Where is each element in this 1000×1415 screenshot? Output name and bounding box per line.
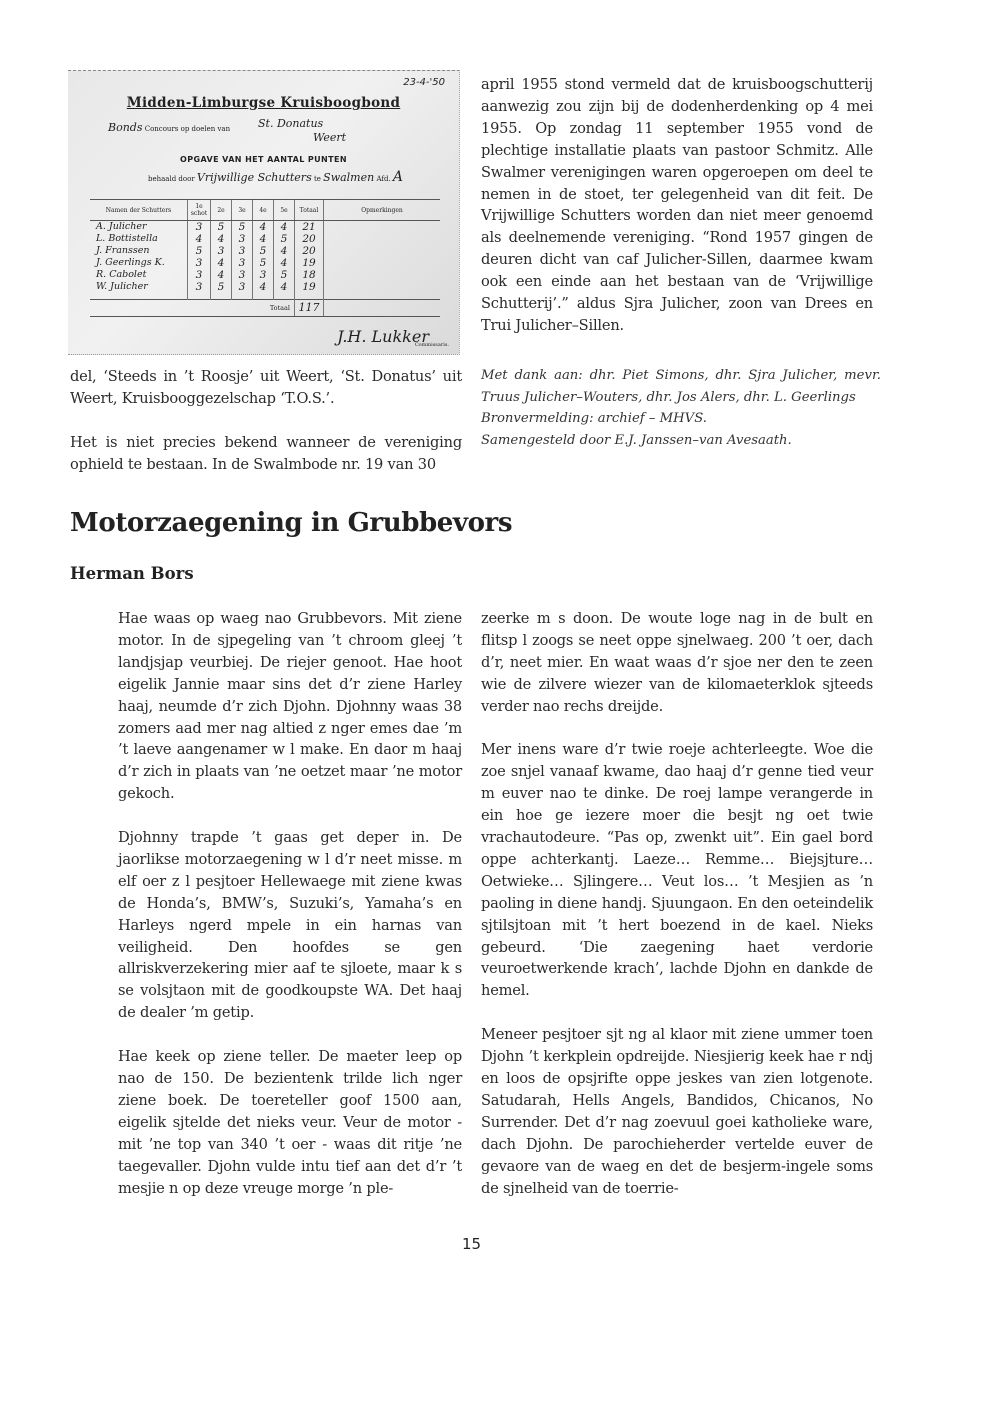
paragraph: april 1955 stond vermeld dat de kruisboogschutterij aanwezig zou zijn bij de dodenherdenking op 4 mei 1955. Op zondag 11 september 1955 vond de plechtige installatie plaats van pastoor Schmitz. Alle Swalmer verenigingen waren opgeroepen om deel te nemen in de stoet, ter gelegenheid van dit feit. De Vrijwillige Schutters worden dan niet meer genoemd als deelnemende vereniging. “Rond 1957 gingen de deuren dicht van caf Julicher-Sillen, daarmee kwam ook een einde aan het bestaan van de ‘Vrijwillige Schutterij’.” aldus Sjra Julicher, zoon van Drees en Trui Julicher–Sillen. <box>481 76 873 334</box>
header-cell: Totaal <box>295 200 324 221</box>
score-cell: 3 <box>232 245 253 257</box>
score-cell: 4 <box>274 281 295 300</box>
header-cell: 5e <box>274 200 295 221</box>
score-cell: 4 <box>253 221 274 234</box>
score-cell: 5 <box>253 245 274 257</box>
score-cell: 5 <box>274 269 295 281</box>
score-cell: 4 <box>188 233 211 245</box>
paragraph: del, ‘Steeds in ’t Roosje’ uit Weert, ‘St. Donatus’ uit Weert, Kruisbooggezelschap ‘T.O.S.’. <box>70 368 462 407</box>
grand-total: 117 <box>295 300 324 317</box>
score-cell: 5 <box>211 281 232 300</box>
form-concours-line <box>108 121 230 134</box>
score-row <box>90 281 440 300</box>
row-total: 21 <box>295 221 324 234</box>
credit-line: Met dank aan: dhr. Piet Simons, dhr. Sjra Julicher, mevr. Truus Julicher–Wouters, dhr. Jos Alers, dhr. L. Geerlings <box>481 368 881 405</box>
score-cell: 4 <box>211 233 232 245</box>
score-row <box>90 221 440 234</box>
paragraph: Hae waas op waeg nao Grubbevors. Mit ziene motor. In de sjpegeling van ’t chroom gleej ’t landjsjap veurbiej. De riejer genoot. Hae hoot eigelik Jannie maar sins det d’r ziene Harley haaj, neumde d’r zich Djohn. Djohnny waas 38 zomers aad mer nag altied z nger emes dae ’m ’t laeve aangenamer w l make. En daor m haaj d’r zich in plaats van ’ne oetzet maar ’ne motor gekoch. <box>118 610 462 803</box>
article-title: Motorzaegening in Grubbevors <box>70 508 513 538</box>
score-cell: 5 <box>232 221 253 234</box>
te-place: Swalmen <box>323 171 375 184</box>
score-cell: 3 <box>232 233 253 245</box>
paragraph: Hae keek op ziene teller. De maeter leep op nao de 150. De bezientenk trilde lich nger ziene boek. De toereteller goof 1500 aan, eigelik sjtelde det nieks veur. Veur de motor - mit ’ne top van 340 ’t oer - waas dit ritje ’ne taegevaller. Djohn vulde intu tief aan det d’r ’t mesjie n op deze vreuge morge ’n ple- <box>118 1048 462 1197</box>
score-cell: 4 <box>253 281 274 300</box>
credit-line: Samengesteld door E.J. Janssen–van Avesaath. <box>481 432 792 448</box>
concours-city: Weert <box>313 131 347 144</box>
form-opgave: OPGAVE VAN HET AANTAL PUNTEN <box>180 155 347 164</box>
form-behaald-line <box>148 169 403 185</box>
score-cell: 3 <box>188 269 211 281</box>
page-number: 15 <box>462 1235 482 1253</box>
total-row <box>90 300 440 317</box>
row-total: 19 <box>295 257 324 269</box>
concours-prefix: Bonds <box>108 121 143 134</box>
remarks-cell <box>324 257 441 269</box>
concours-place: St. Donatus <box>258 117 324 130</box>
total-label: Totaal <box>90 300 295 317</box>
score-cell: 3 <box>188 257 211 269</box>
score-cell: 3 <box>232 257 253 269</box>
scanned-score-form <box>68 70 460 355</box>
signature: J.H. Lukker <box>337 327 429 346</box>
form-organization: Midden-Limburgse Kruisboogbond <box>126 95 401 111</box>
header-cell: 2e <box>211 200 232 221</box>
row-total: 18 <box>295 269 324 281</box>
article-author: Herman Bors <box>70 564 194 583</box>
shooter-name: W. Julicher <box>96 281 148 292</box>
score-cell: 5 <box>188 245 211 257</box>
remarks-cell <box>324 221 441 234</box>
shooter-name: J. Franssen <box>96 245 150 256</box>
score-cell: 3 <box>253 269 274 281</box>
remarks-cell <box>324 233 441 245</box>
paragraph: Meneer pesjtoer sjt ng al klaor mit ziene ummer toen Djohn ’t kerkplein opdreijde. Niesjierig keek hae r ndj en loos de opsjrifte oppe jeskes van zien lotgenote. Satudarah, Hells Angels, Bandidos, Chicanos, No Surrender. Det d’r nag zoevuul goei katholieke ware, dach Djohn. De parochieherder vertelde euver de gevaore van de waeg en det de besjerm-ingele soms de sjnelheid van de toerrie- <box>481 1026 873 1197</box>
afd-label: Afd. <box>376 175 391 183</box>
score-row <box>90 269 440 281</box>
remarks-cell <box>324 281 441 300</box>
credit-line: Bronvermelding: archief – MHVS. <box>481 411 707 426</box>
score-cell: 3 <box>188 281 211 300</box>
score-cell: 3 <box>232 281 253 300</box>
header-cell: 4e <box>253 200 274 221</box>
afd-value: A <box>392 169 404 185</box>
score-cell: 4 <box>253 233 274 245</box>
score-cell: 3 <box>232 269 253 281</box>
header-cell: Opmerkingen <box>324 200 441 221</box>
commissaris-label: Commissaris. <box>414 342 449 348</box>
shooter-name: J. Geerlings K. <box>96 257 165 268</box>
score-cell: 5 <box>274 233 295 245</box>
score-row <box>90 257 440 269</box>
score-row <box>90 245 440 257</box>
row-total: 20 <box>295 245 324 257</box>
score-cell: 4 <box>274 257 295 269</box>
behaald-label: behaald door <box>148 175 195 183</box>
header-cell: 3e <box>232 200 253 221</box>
row-total: 20 <box>295 233 324 245</box>
article-left-column <box>118 608 462 1199</box>
score-cell: 5 <box>211 221 232 234</box>
credits <box>481 365 881 451</box>
remarks-cell <box>324 245 441 257</box>
form-date: 23-4-'50 <box>403 77 445 88</box>
score-cell: 5 <box>253 257 274 269</box>
shooter-name: R. Cabolet <box>96 269 147 280</box>
row-total: 19 <box>295 281 324 300</box>
right-top-text <box>481 74 873 337</box>
score-cell: 3 <box>211 245 232 257</box>
score-row <box>90 233 440 245</box>
score-cell: 4 <box>274 221 295 234</box>
score-table <box>90 199 440 317</box>
article-right-column <box>481 608 873 1199</box>
header-cell: 1e schot <box>188 200 211 221</box>
score-table-header <box>90 200 440 221</box>
paragraph: zeerke m s doon. De woute loge nag in de bult en flitsp l zoogs se neet oppe sjnelwaeg. 200 ’t oer, dach d’r, neet mier. En waat waas d’r sjoe ner den te zeen wie de zilvere wiezer van de kilomaeterklok sjteeds verder nao rechs dreijde. <box>481 610 873 715</box>
score-cell: 3 <box>188 221 211 234</box>
paragraph: Het is niet precies bekend wanneer de vereniging ophield te bestaan. In de Swalmbode nr. 19 van 30 <box>70 433 462 473</box>
header-cell: Namen der Schutters <box>90 200 188 221</box>
te-label: te <box>313 175 321 183</box>
behaald-by: Vrijwillige Schutters <box>196 171 312 184</box>
concours-label: Concours op doelen van <box>144 125 231 133</box>
remarks-cell <box>324 300 441 317</box>
paragraph: Mer inens ware d’r twie roeje achterleegte. Woe die zoe snjel vanaaf kwame, dao haaj d’r genne tied veur m euver nao te dinke. De roej lampe verangerde in ein hoe ge iezere moer die besjt ng oet twie vrachautodeure. “Pas op, zwenkt uit”. Ein gael bord oppe achterkantj. Laeze… Remme… Biejsjture… Oetwieke… Sjlingere… Veut los… ’t Mesjien as ’n paoling in diene handj. Sjuungaon. En den oeteindelik sjtilsjtoan mit ’t hert boezend in de kael. Nieks gebeurd. ‘Die zaegening haet verdorie veuroetwerkende krach’, lachde Djohn en dankde de hemel. <box>481 741 873 1000</box>
remarks-cell <box>324 269 441 281</box>
score-cell: 4 <box>211 269 232 281</box>
score-cell: 4 <box>274 245 295 257</box>
shooter-name: L. Bottistella <box>96 233 158 244</box>
shooter-name: A. Julicher <box>96 221 147 232</box>
paragraph: Djohnny trapde ’t gaas get deper in. De jaorlikse motorzaegening w l d’r neet misse. m elf oer z l pesjtoer Hellewaege mit ziene kwas de Honda’s, BMW’s, Suzuki’s, Yamaha’s en Harleys ngerd mpele in ein harnas van veiligheid. Den hoofdes se gen allriskverzekering mier aaf te sjloete, maar k s se volsjtaon mit de goodkoupste WA. Det haaj de dealer ’m getip. <box>118 829 462 1022</box>
left-top-text <box>70 366 462 476</box>
score-cell: 4 <box>211 257 232 269</box>
